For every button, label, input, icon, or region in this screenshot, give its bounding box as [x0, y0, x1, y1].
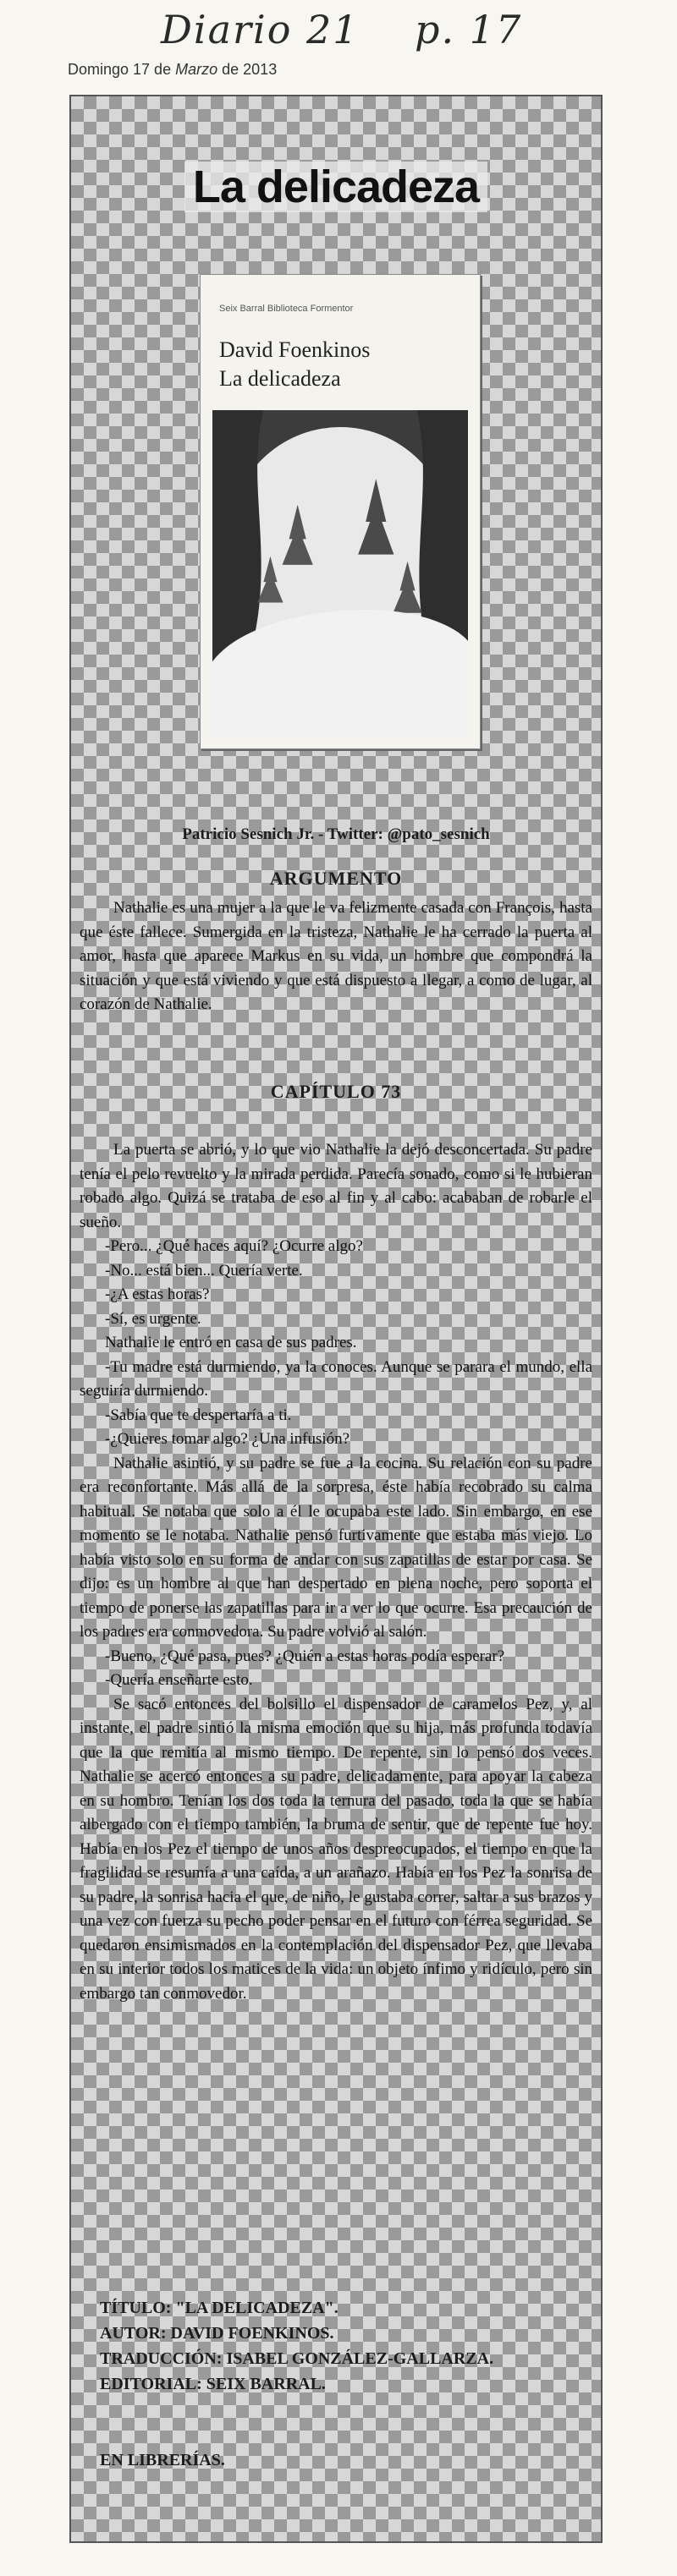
dialogue-line: -Sabía que te despertaría a ti.	[105, 1406, 292, 1424]
argument-paragraph: Nathalie es una mujer a la que le va felizmente casada con François, hasta que éste fallece. Sumergida en la tristeza, Nathalie le ha cerrado la puerta al amor, hasta que aparece Markus en su vida, un hombre que compondrá la situación y que está viviendo y que está dispuesto a llegar, a como de lugar, al corazón de Nathalie.	[80, 899, 592, 1013]
book-cover	[200, 274, 481, 749]
dialogue-line: -Pero... ¿Qué haces aquí? ¿Ocurre algo?	[105, 1237, 363, 1255]
date-month: Marzo	[175, 61, 218, 78]
dialogue-line: -¿Quieres tomar algo? ¿Una infusión?	[105, 1430, 350, 1448]
credit-publisher: EDITORIAL: SEIX BARRAL.	[100, 2375, 326, 2393]
argument-heading: ARGUMENTO	[269, 868, 403, 889]
date-year: de 2013	[222, 61, 278, 78]
credit-title: TÍTULO: "LA DELICADEZA".	[100, 2299, 338, 2317]
chapter-paragraph: Nathalie le entró en casa de sus padres.	[105, 1334, 357, 1351]
chapter-heading: CAPÍTULO 73	[270, 1081, 402, 1102]
dialogue-line: -Sí, es urgente.	[105, 1309, 201, 1328]
chapter-paragraph: La puerta se abrió, y lo que vio Nathalie la dejó desconcertada. Su padre tenía el pelo revuelto y la mirada perdida. Parecía sonado, como si le hubieran robado algo. Quizá se trataba de eso al fin y al cabo: acababan de robarle el sueño.	[80, 1141, 592, 1231]
date-day: Domingo 17 de	[68, 61, 172, 78]
dialogue-line: -No... está bien... Quería verte.	[105, 1261, 303, 1280]
credit-author: AUTOR: DAVID FOENKINOS.	[100, 2324, 334, 2343]
dialogue-line: -Bueno, ¿Qué pasa, pues? ¿Quién a estas horas podía esperar?	[105, 1647, 505, 1665]
dialogue-line: -Tu madre está durmiendo, ya la conoces. Aunque se parara el mundo, ella seguiría durmiendo.	[80, 1357, 592, 1400]
chapter-paragraph: Nathalie asintió, y su padre se fue a la cocina. Su relación con su padre era reconfortante. Más allá de la sorpresa, éste había recobrado su calma habitual. Se notaba que solo a él le ocupaba este lado. Sin embargo, en ese momento se le notaba. Nathalie pensó furtivamente que estaba más viejo. Lo había visto solo en su forma de andar con sus zapatillas de estar por casa. Se dijo: es un hombre al que han despertado en plena noche, pero soporta el tiempo de ponerse las zapatillas para ir a ver lo que ocurre. Esa precaución de los padres era conmovedora. Su padre volvió al salón.	[80, 1454, 592, 1641]
headline-text: La delicadeza	[184, 162, 487, 212]
cover-author: David Foenkinos	[219, 337, 371, 362]
cover-series: Seix Barral Biblioteca Formentor	[219, 304, 354, 314]
dateline	[68, 61, 277, 79]
headline	[71, 161, 601, 213]
handwritten-page: p. 17	[415, 7, 523, 52]
cover-illustration	[212, 410, 468, 737]
cover-title: La delicadeza	[219, 366, 341, 391]
article-panel	[69, 95, 603, 2543]
credit-translation: TRADUCCIÓN: ISABEL GONZÁLEZ-GALLARZA.	[100, 2349, 494, 2368]
availability-note: EN LIBRERÍAS.	[100, 2451, 225, 2469]
book-credits	[100, 2295, 493, 2397]
handwritten-source: Diario 21	[161, 7, 360, 52]
chapter-body	[80, 1138, 592, 2006]
dialogue-line: -Quería enseñarte esto.	[105, 1671, 253, 1689]
argument-body	[80, 896, 592, 1017]
chapter-paragraph: Se sacó entonces del bolsillo el dispensador de caramelos Pez, y, al instante, el padre sintió la misma emoción que su hija, más profunda todavía que la que remitía al mismo tiempo. De repente, sin lo pensó dos veces. Nathalie se acercó entonces a su padre, delicadamente, para apoyar la cabeza en su hombro. Tenían los dos toda la ternura del pasado, toda la que se había albergado con el tiempo también, la bruma de sentir, que de repente fue hoy. Había en los Pez el tiempo de unos años despreocupados, el tiempo en que la fragilidad se resumía a una caída, a un arañazo. Había en los Pez la sonrisa de su padre, la sonrisa hacia el que, de niño, le gustaba correr, saltar a sus brazos y una vez con fuerza su pecho poder pensar en el futuro con férrea seguridad. Se quedaron ensimismados en la contemplación del dispensador Pez, que llevaba en su interior todos los matices de la vida: un objeto ínfimo y ridículo, pero sin embargo tan conmovedor.	[80, 1695, 592, 2003]
byline: Patricio Sesnich Jr. - Twitter: @pato_sesnich	[182, 825, 490, 843]
dialogue-line: -¿A estas horas?	[105, 1285, 210, 1303]
handwritten-annotation	[161, 7, 550, 66]
